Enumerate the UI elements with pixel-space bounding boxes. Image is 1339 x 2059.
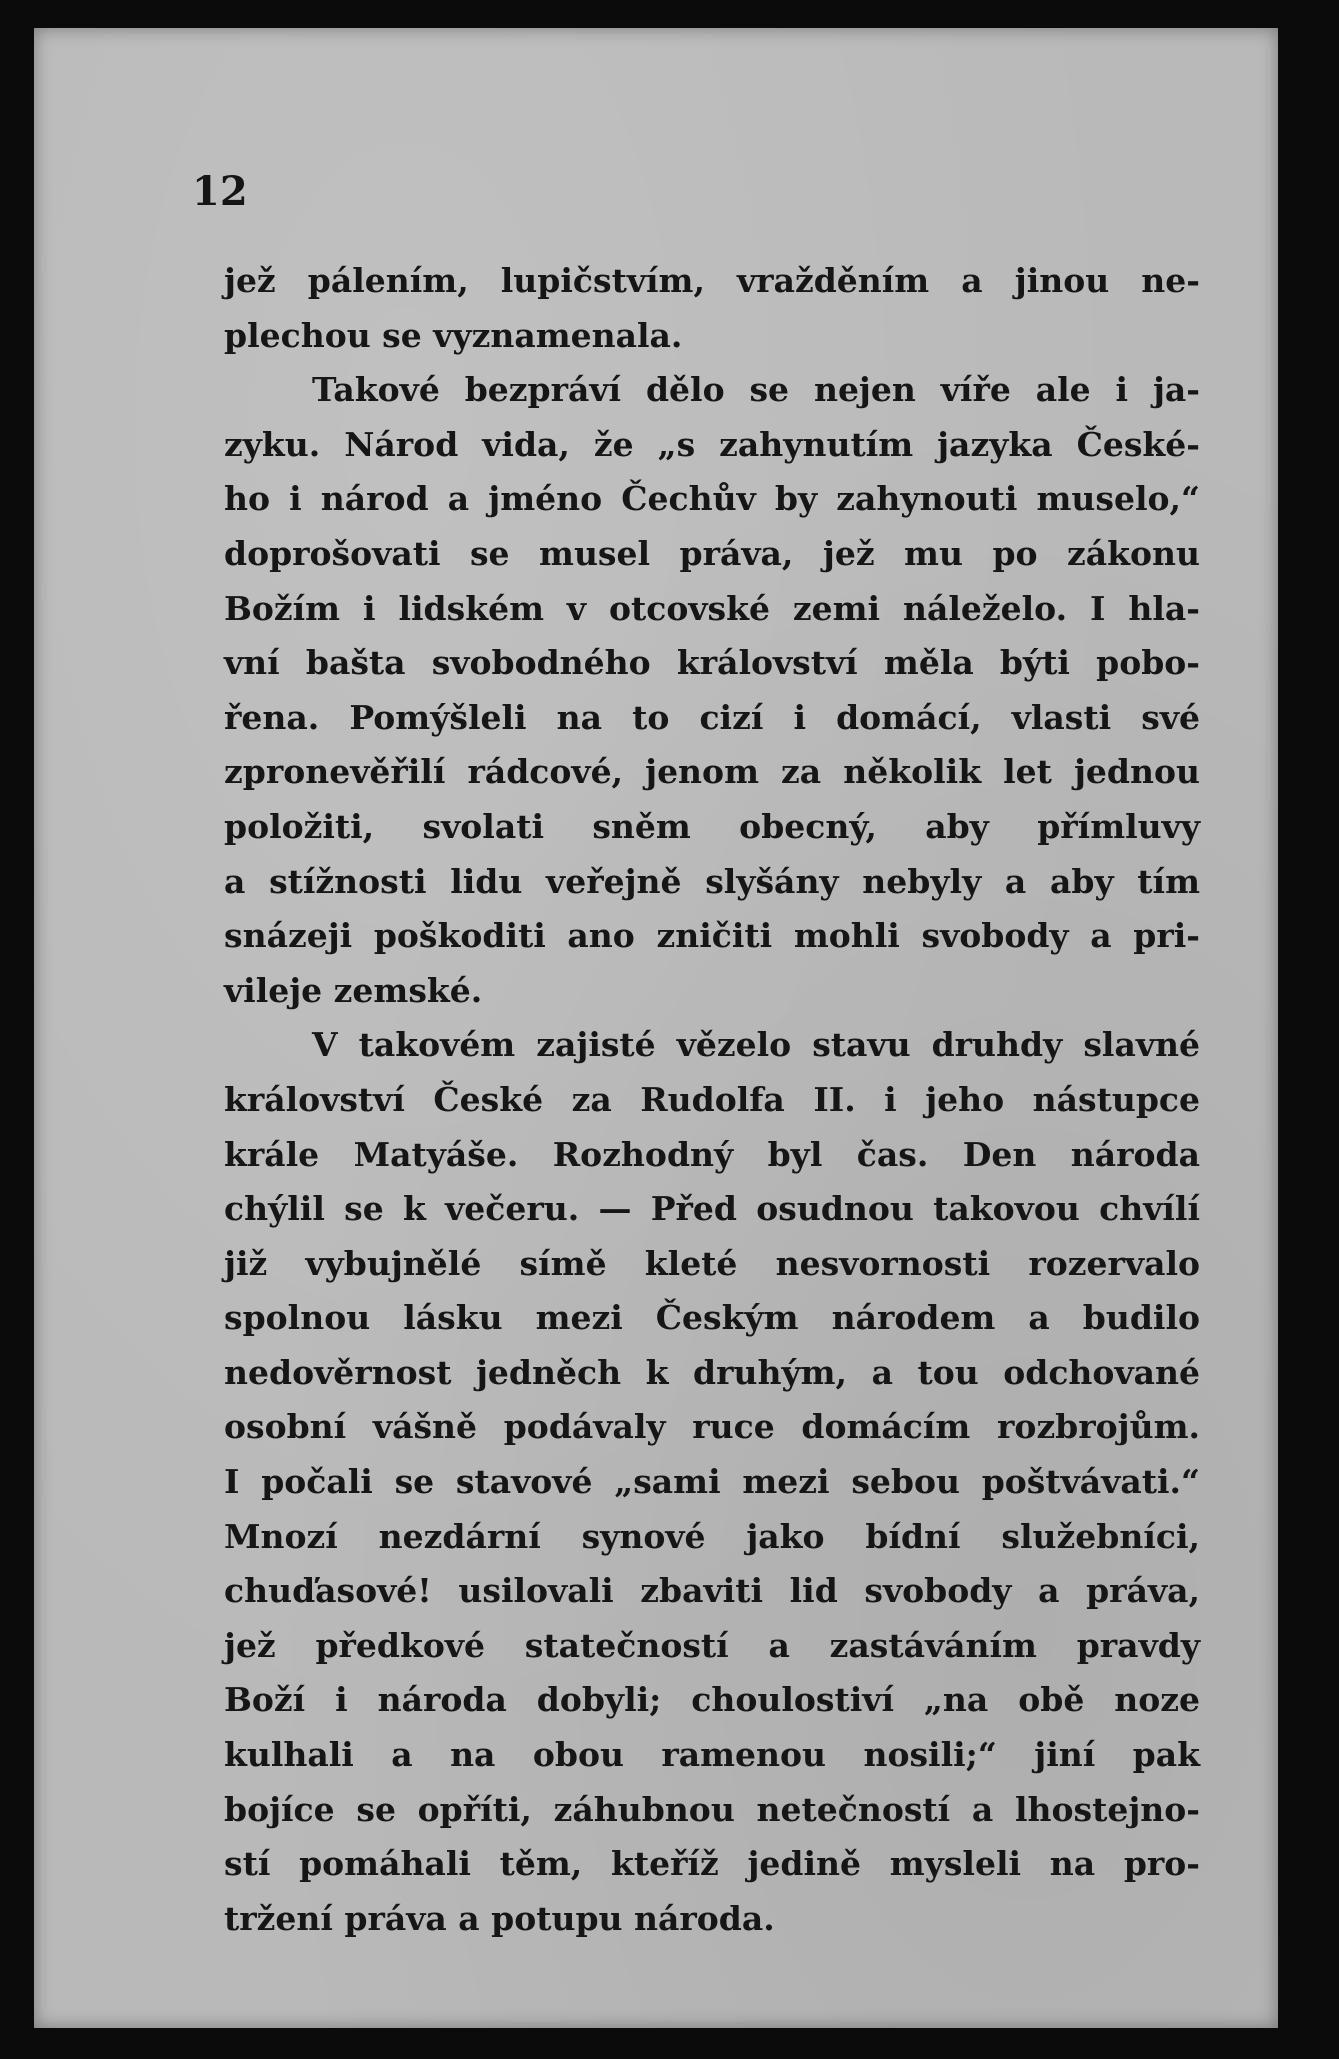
book-page [34, 28, 1278, 2028]
text-line: osobní vášně podávaly ruce domácím rozbrojům. [224, 1407, 1200, 1447]
text-line: království České za Rudolfa II. i jeho nástupce [224, 1079, 1200, 1119]
text-line: vileje zemské. [224, 970, 483, 1010]
text-line: a stížnosti lidu veřejně slyšány nebyly a aby tím [224, 861, 1200, 901]
text-line: tržení práva a potupu národa. [224, 1898, 775, 1938]
text-line: řena. Pomýšleli na to cizí i domácí, vlasti své [224, 697, 1200, 737]
text-line: V takovém zajisté vězelo stavu druhdy slavné [312, 1025, 1200, 1065]
text-line: vní bašta svobodného království měla býti pobo- [224, 643, 1200, 683]
text-line: snázeji poškoditi ano zničiti mohli svobody a pri- [224, 916, 1200, 956]
text-line: Boží i národa dobyli; choulostiví „na obě noze [224, 1680, 1200, 1720]
page-number: 12 [192, 168, 248, 215]
text-line: Božím i lidském v otcovské zemi náleželo. I hla- [224, 588, 1200, 628]
text-line: krále Matyáše. Rozhodný byl čas. Den národa [224, 1134, 1200, 1174]
text-line: bojíce se opříti, záhubnou netečností a lhostejno- [224, 1789, 1200, 1829]
text-line: již vybujnělé símě kleté nesvornosti rozervalo [224, 1243, 1200, 1283]
text-line: chýlil se k večeru. — Před osudnou takovou chvílí [224, 1189, 1200, 1229]
body-text [224, 254, 1200, 1946]
text-line: doprošovati se musel práva, jež mu po zákonu [224, 533, 1200, 573]
text-line: jež předkové statečností a zastáváním pravdy [224, 1625, 1200, 1665]
text-line: spolnou lásku mezi Českým národem a budilo [224, 1298, 1200, 1338]
text-line: stí pomáhali těm, kteříž jedině mysleli na pro- [224, 1844, 1200, 1884]
text-line: ho i národ a jméno Čechův by zahynouti muselo,“ [224, 479, 1200, 519]
text-line: Mnozí nezdární synové jako bídní služebníci, [224, 1516, 1200, 1556]
text-line: chuďasové! usilovali zbaviti lid svobody a práva, [224, 1571, 1200, 1611]
text-line: jež pálením, lupičstvím, vražděním a jinou ne- [224, 261, 1200, 300]
text-line: kulhali a na obou ramenou nosili;“ jiní pak [224, 1735, 1200, 1775]
text-line: plechou se vyznamenala. [224, 315, 683, 355]
text-line: zpronevěřilí rádcové, jenom za několik let jednou [224, 752, 1200, 792]
text-line: I počali se stavové „sami mezi sebou poštvávati.“ [224, 1462, 1200, 1502]
text-line: nedověrnost jedněch k druhým, a tou odchované [224, 1352, 1200, 1392]
text-line: Takové bezpráví dělo se nejen víře ale i ja- [312, 370, 1200, 410]
text-line: zyku. Národ vida, že „s zahynutím jazyka České- [224, 424, 1200, 464]
text-line: položiti, svolati sněm obecný, aby přímluvy [224, 806, 1200, 846]
